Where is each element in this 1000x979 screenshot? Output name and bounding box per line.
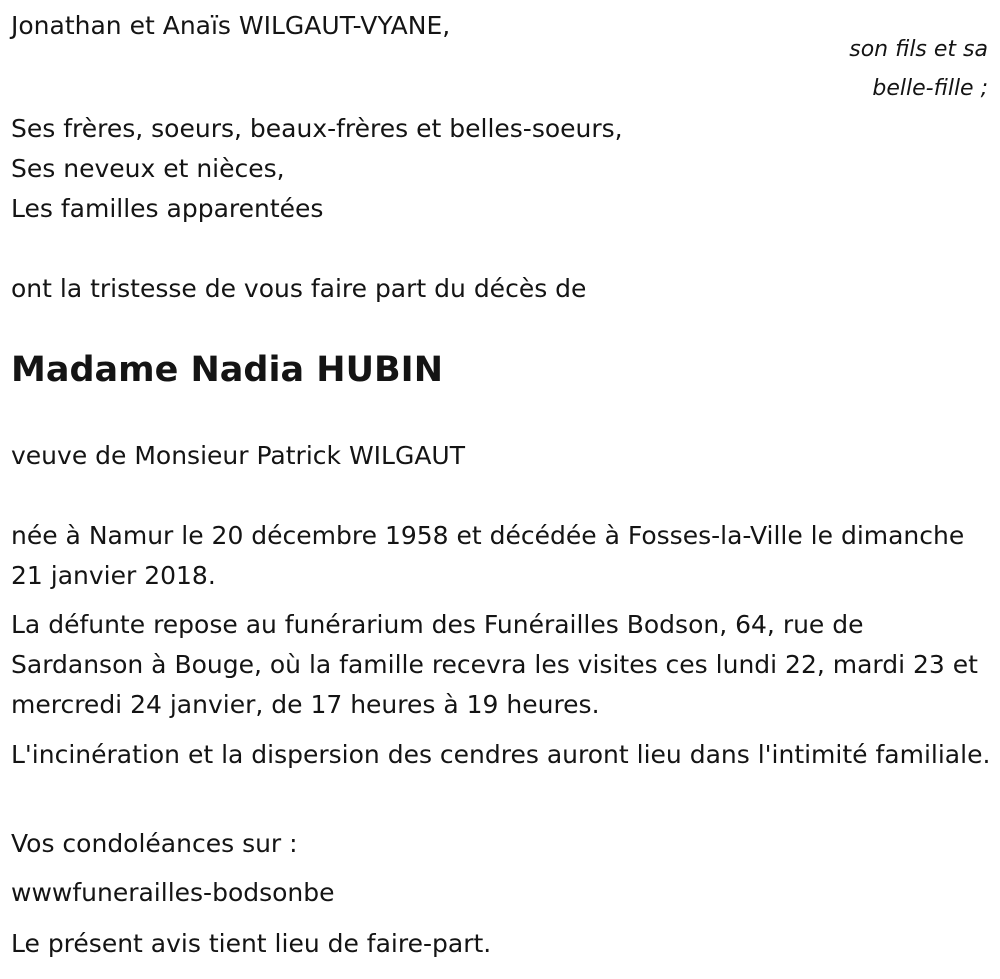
family-line-2: Ses neveux et nièces,	[11, 154, 285, 183]
repose-paragraph: La défunte repose au funérarium des Funérailles Bodson, 64, rue de Sardanson à Bouge, où la famille recevra les visites ces lundi 22, mardi 23 et mercredi 24 janvier, de 17 heures à 19 heures.	[11, 610, 978, 719]
widow-of-line: veuve de Monsieur Patrick WILGAUT	[11, 441, 466, 470]
deceased-name: Madame Nadia HUBIN	[11, 350, 443, 390]
intro-line: ont la tristesse de vous faire part du décès de	[11, 274, 587, 303]
family-line-3: Les familles apparentées	[11, 194, 324, 223]
relation-line-2: belle-fille ;	[872, 76, 988, 101]
condolences-label: Vos condoléances sur :	[11, 829, 298, 858]
condolences-website: wwwfunerailles-bodsonbe	[11, 878, 335, 907]
announcers-line: Jonathan et Anaïs WILGAUT-VYANE,	[11, 11, 451, 40]
birth-death-paragraph: née à Namur le 20 décembre 1958 et décédée à Fosses-la-Ville le dimanche 21 janvier 2018.	[11, 521, 965, 590]
ceremony-paragraph: L'incinération et la dispersion des cendres auront lieu dans l'intimité familiale.	[11, 740, 991, 769]
relation-line-1: son fils et sa	[849, 37, 988, 62]
closing-line: Le présent avis tient lieu de faire-part.	[11, 929, 492, 958]
family-line-1: Ses frères, soeurs, beaux-frères et belles-soeurs,	[11, 114, 623, 143]
